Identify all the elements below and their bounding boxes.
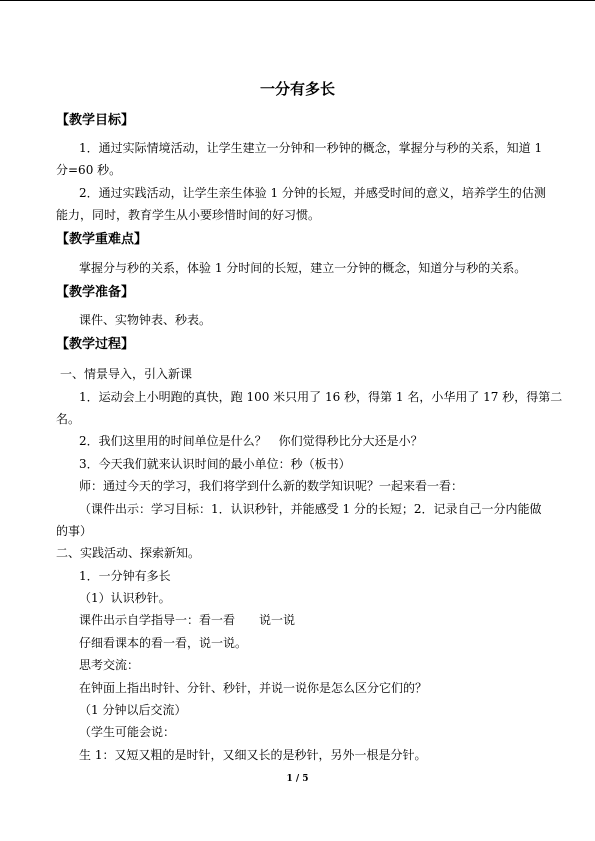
section-1-teacher-line: 师：通过今天的学习，我们将学到什么新的数学知识呢？一起来看一看： (79, 479, 464, 493)
section-2-title: 二、实践活动、探索新知。 (56, 546, 201, 560)
goal-2-line-2: 能力，同时，教育学生从小要珍惜时间的好习惯。 (56, 208, 321, 222)
section-1-item-2: 2．我们这里用的时间单位是什么？ 你们觉得秒比分大还是小？ (79, 434, 423, 448)
section-1-item-1-line-1: 1．运动会上小明跑的真快，跑 100 米只用了 16 秒，得第 1 名，小华用了 17 秒，得第二 (79, 390, 563, 404)
document-title: 一分有多长 (259, 80, 335, 98)
goal-1-line-2: 分=60 秒。 (56, 163, 122, 177)
goal-1-line-1: 1．通过实际情境活动，让学生建立一分钟和一秒钟的概念，掌握分与秒的关系，知道 1 (79, 141, 543, 155)
heading-key-points: 【教学重难点】 (56, 232, 148, 247)
goal-2-line-1: 2．通过实践活动，让学生亲生体验 1 分钟的长短，并感受时间的意义，培养学生的估测 (79, 186, 546, 200)
section-1-courseware-line-1: （课件出示：学习目标：1．认识秒针，并能感受 1 分的长短；2．记录自己一分内能做 (79, 502, 542, 516)
key-points-text: 掌握分与秒的关系，体验 1 分时间的长短，建立一分钟的概念，知道分与秒的关系。 (79, 261, 527, 275)
section-1-item-3: 3．今天我们就来认识时间的最小单位：秒（板书） (79, 457, 351, 471)
section-2-exchange-note: （1 分钟以后交流） (79, 703, 187, 717)
preparation-text: 课件、实物钟表、秒表。 (79, 313, 212, 327)
section-2-look-and-say: 仔细看课本的看一看，说一说。 (79, 636, 248, 650)
section-2-student-intro: （学生可能会说： (79, 725, 176, 739)
page-number: 1 / 5 (286, 774, 309, 784)
heading-teaching-goals: 【教学目标】 (56, 113, 135, 128)
section-2-discussion-label: 思考交流： (79, 658, 140, 672)
heading-preparation: 【教学准备】 (56, 285, 135, 300)
section-2-guide-1: 课件出示自学指导一：看一看 说一说 (79, 613, 296, 627)
section-1-courseware-line-2: 的事） (56, 524, 93, 538)
page-top-border (0, 0, 595, 1)
section-2-item-1: 1．一分钟有多长 (79, 569, 171, 583)
section-1-title: 一、情景导入，引入新课 (60, 367, 193, 381)
section-2-discussion-question: 在钟面上指出时针、分针、秒针，并说一说你是怎么区分它们的？ (79, 681, 428, 695)
section-1-item-1-line-2: 名。 (56, 412, 81, 426)
section-2-subitem-1: （1）认识秒针。 (79, 591, 171, 605)
heading-process: 【教学过程】 (56, 337, 135, 352)
section-2-student-1-answer: 生 1：又短又粗的是时针，又细又长的是秒针，另外一根是分针。 (79, 748, 427, 762)
